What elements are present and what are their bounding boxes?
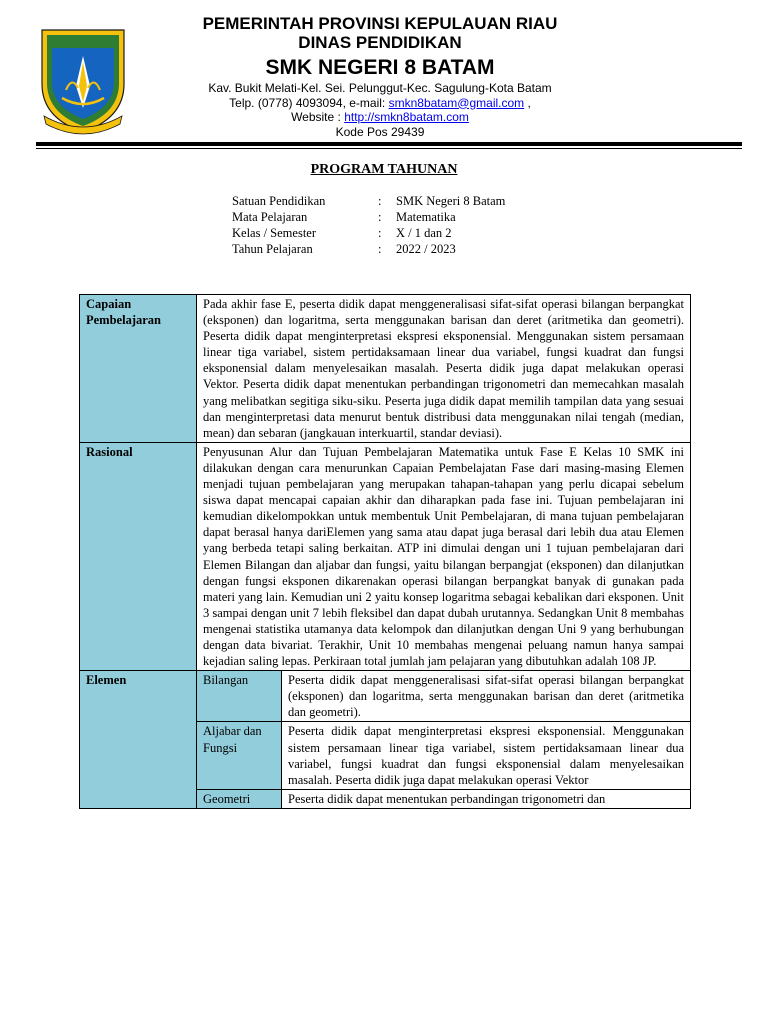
- website-line: [140, 110, 620, 125]
- phone-text: Telp. (0778) 4093094, e-mail:: [229, 95, 389, 110]
- table-row-rasional: [80, 442, 691, 670]
- table-row-capaian: [80, 295, 691, 443]
- contact-suffix: ,: [524, 95, 531, 110]
- info-colon: :: [378, 194, 382, 208]
- document-title: PROGRAM TAHUNAN: [310, 162, 458, 177]
- info-row: [232, 225, 505, 241]
- course-info: [232, 193, 505, 257]
- elemen-name: Bilangan: [197, 671, 282, 722]
- info-key: Kelas / Semester: [232, 226, 317, 240]
- elemen-name: Geometri: [197, 789, 282, 808]
- program-table: [79, 294, 691, 809]
- info-key: Mata Pelajaran: [232, 210, 308, 224]
- contact-line: [140, 96, 620, 111]
- postal-code: Kode Pos 29439: [335, 124, 425, 139]
- info-row: [232, 241, 505, 257]
- info-colon: :: [378, 210, 382, 224]
- info-value: X / 1 dan 2: [396, 226, 452, 240]
- department-name: DINAS PENDIDIKAN: [298, 33, 462, 52]
- government-name: PEMERINTAH PROVINSI KEPULAUAN RIAU: [202, 14, 558, 33]
- capaian-text: Pada akhir fase E, peserta didik dapat menggeneralisasi sifat-sifat operasi bilangan berpangkat (eksponen) dan logaritma, serta menggunakan barisan dan deret (aritmetika dan geometri). Peserta didik dapat menginterpretasi ekspresi eksponensial. Menggunakan sistem persamaan linear tiga variabel, sistem pertidaksamaan linear dua variabel, fungsi kuadrat dan fungsi eksponensial dalam menyelesaikan masalah. Peserta didik juga dapat melakukan operasi Vektor. Peserta didik dapat menentukan perbandingan trigonometri dan memecahkan masalah yang melibatkan segitiga siku-siku. Peserta juga didik dapat memilih tampilan data yang sesuai dan menginterpretasi data menurut bentuk distribusi data menggunakan nilai tengah (median, mean) dan sebaran (jangkauan interkuartil, standar deviasi).: [197, 295, 691, 443]
- info-value: 2022 / 2023: [396, 242, 456, 256]
- rasional-label: Rasional: [80, 442, 197, 670]
- elemen-text-clip: Peserta didik dapat menentukan perbandingan trigonometri dan: [288, 791, 606, 806]
- info-value: Matematika: [396, 210, 456, 224]
- website-label: Website :: [291, 110, 345, 124]
- info-value: SMK Negeri 8 Batam: [396, 194, 506, 208]
- info-row: [232, 193, 505, 209]
- header-divider-thick: [36, 142, 742, 146]
- info-colon: :: [378, 226, 382, 240]
- capaian-label: Capaian Pembelajaran: [80, 295, 197, 443]
- website-link[interactable]: http://smkn8batam.com: [344, 110, 469, 124]
- province-logo: [38, 26, 128, 136]
- letterhead: [140, 14, 620, 139]
- table-row-elemen: [80, 671, 691, 722]
- elemen-label: Elemen: [80, 671, 197, 809]
- elemen-text: Peserta didik dapat menggeneralisasi sifat-sifat operasi bilangan berpangkat (eksponen) dan logaritma, serta menggunakan barisan dan deret (aritmetika dan geometri).: [282, 671, 691, 722]
- info-key: Satuan Pendidikan: [232, 194, 326, 208]
- email-link[interactable]: smkn8batam@gmail.com: [388, 95, 525, 110]
- school-name: SMK NEGERI 8 BATAM: [265, 56, 495, 79]
- elemen-text: [282, 789, 691, 808]
- school-address: Kav. Bukit Melati-Kel. Sei. Pelunggut-Kec. Sagulung-Kota Batam: [208, 81, 552, 95]
- header-divider-thin: [36, 148, 742, 149]
- info-row: [232, 209, 505, 225]
- info-key: Tahun Pelajaran: [232, 242, 313, 256]
- elemen-name: Aljabar dan Fungsi: [197, 722, 282, 789]
- info-colon: :: [378, 242, 382, 256]
- elemen-text: Peserta didik dapat menginterpretasi ekspresi eksponensial. Menggunakan sistem persamaan linear tiga variabel, sistem pertidaksamaan linear dua variabel, fungsi kuadrat dan fungsi eksponensial dalam menyelesaikan masalah. Peserta didik juga dapat melakukan operasi Vektor: [282, 722, 691, 789]
- rasional-text: Penyusunan Alur dan Tujuan Pembelajaran Matematika untuk Fase E Kelas 10 SMK ini dilakukan dengan cara menurunkan Capaian Pembelajatan Fase dari masing-masing Elemen menjadi tujuan pembelajaran yang merupakan tahapan-tahapan yang perlu dicapai sebelum siswa dapat mencapai capaian akhir dan diharapkan pada fase ini. Tujuan pembelajaran ini kemudian dikelompokkan untuk membentuk Unit Pembelajaran, di mana tujuan pembelajaran dapat berasal hanya dariElemen yang sama atau dapat juga berasal dari lebih dua atau Elemen yang berbeda tetapi saling berkaitan. ATP ini dimulai dengan uni 1 tujuan pembelajaran dari Elemen Bilangan dan aljabar dan fungsi, yaitu bilangan berpangjat (eksponen) dan dilanjutkan dengan fungsi eksponen dikarenakan operasi bilangan berpangkat banyak di gunakan pada materi yang lain. Kemudian uni 2 yaitu konsep logaritma sebagai kebalikan dari eksponen. Unit 3 sampai dengan unit 7 lebih fleksibel dan dapat dubah urutannya. Sedangkan Unit 8 membahas mengenai statistika utamanya data kelompok dan dilanjutkan dengan Uni 9 yang berhubungan dengan data bivariat. Terakhir, Unit 10 membahas mengenai peluang namun hanya sampai kejadian saling lepas. Perkiraan total jumlah jam pelajaran yang dibutuhkan adalah 108 JP.: [197, 442, 691, 670]
